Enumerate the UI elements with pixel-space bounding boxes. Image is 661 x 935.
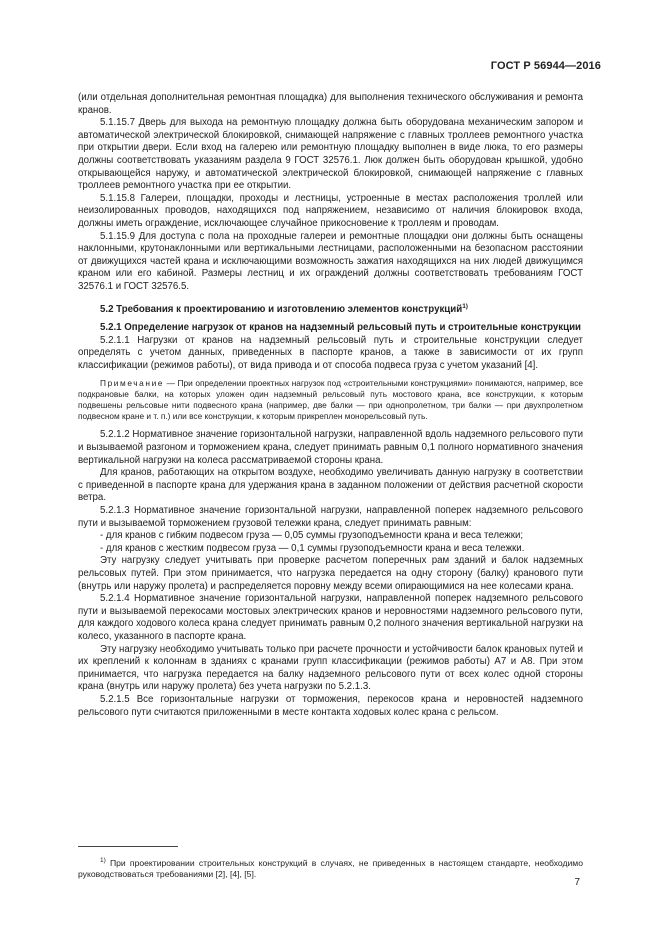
- list-item-flexible-suspension: - для кранов с гибким подвесом груза — 0,05 суммы грузоподъемности крана и веса тележки;: [100, 530, 524, 542]
- paragraph-strength-check: Эту нагрузку необходимо учитывать только при расчете прочности и устойчивости балок крановых путей и их креплений к колоннам в зданиях с кранами групп классификации (режимов работы) А7 и А8. При этом принимается, что нагрузка передается на балку надземного рельсового пути от всех колес одной стороны крана (внутрь или наружу пролета) без учета нагрузки по 5.2.1.3.: [78, 643, 583, 693]
- paragraph-open-air-cranes: Для кранов, работающих на открытом воздухе, необходимо увеличивать данную нагрузку в соответствии с приведенной в паспорте крана для удержания крана в заданном положении от действия расчетной скорости ветра.: [78, 467, 583, 504]
- paragraph-load-distribution: Эту нагрузку следует учитывать при проверке расчетом поперечных рам зданий и балок надземных рельсовых путей. При этом принимается, что нагрузка передается на одну сторону (балку) кранового пути (внутрь или наружу пролета) и распределяется поровну между всеми опирающимися на нее колесами крана.: [78, 555, 583, 592]
- section-heading-5-2-1: 5.2.1 Определение нагрузок от кранов на надземный рельсовый путь и строительные конструкции: [100, 322, 581, 334]
- paragraph-continuation: (или отдельная дополнительная ремонтная площадка) для выполнения технического обслуживания и ремонта кранов.: [78, 92, 583, 116]
- paragraph-5-2-1-1: 5.2.1.1 Нагрузки от кранов на надземный рельсовый путь и строительные конструкции следует определять с учетом данных, приведенных в паспорте кранов, а также в зависимости от их групп классификации (режимов работы), от вида привода и от способа подвеса груза с учетом указаний [4].: [78, 334, 583, 371]
- paragraph-5-2-1-3: 5.2.1.3 Нормативное значение горизонтальной нагрузки, направленной поперек надземного рельсового пути и вызываемой торможением грузовой тележки крана, следует принимать равным:: [78, 505, 583, 529]
- note: [78, 378, 583, 422]
- footnote-divider: [78, 846, 178, 847]
- footnote-text: При проектировании строительных конструкций в случаях, не приведенных в настоящем стандарте, необходимо руководствоваться требованиями [2], [4], [5].: [78, 857, 583, 880]
- section-heading-5-2: [78, 304, 583, 317]
- footnote: [78, 858, 583, 881]
- footnote-marker: 1): [100, 856, 106, 864]
- paragraph-5-2-1-5: 5.2.1.5 Все горизонтальные нагрузки от торможения, перекосов крана и неровностей надземного рельсового пути считаются приложенными в месте контакта ходовых колес крана с рельсом.: [78, 693, 583, 718]
- footnote-reference: 1): [462, 302, 468, 310]
- paragraph-5-2-1-2: 5.2.1.2 Нормативное значение горизонтальной нагрузки, направленной вдоль надземного рельсового пути и вызываемой разгоном и торможением крана, следует принимать равным 0,1 полного нормативного значения вертикальной нагрузки на колеса рассматриваемой стороны крана.: [78, 429, 583, 466]
- note-label: Примечание: [100, 378, 165, 389]
- page-number: 7: [574, 877, 580, 888]
- body-text: [78, 92, 583, 719]
- list-item-rigid-suspension: - для кранов с жестким подвесом груза — 0,1 суммы грузоподъемности крана и веса тележки.: [100, 542, 525, 554]
- document-id-header: ГОСТ Р 56944—2016: [490, 60, 601, 72]
- paragraph-5-1-15-7: 5.1.15.7 Дверь для выхода на ремонтную площадку должна быть оборудована механическим запором и автоматической электрической блокировкой, снимающей напряжение с главных троллеев ремонтного участка при открытии двери. Если вход на галерею или ремонтную площадку выполнен в виде люка, то его размеры должны соответствовать указаниям раздела 9 ГОСТ 32576.1. Люк должен быть оборудован крышкой, удобно открывающейся наружу, и автоматической электрической блокировкой, снимающей напряжение с главных троллеев ремонтного участка при ее открытии.: [78, 117, 583, 192]
- section-heading-5-2-text: 5.2 Требования к проектированию и изготовлению элементов конструкций: [100, 303, 463, 315]
- paragraph-5-2-1-4: 5.2.1.4 Нормативное значение горизонтальной нагрузки, направленной поперек надземного рельсового пути и вызываемой перекосами мостовых электрических кранов и неровностями надземного рельсового пути, для каждого ходового колеса крана следует принимать равным 0,2 полного значения вертикальной нагрузки на колесо, указанного в паспорте крана.: [78, 593, 583, 642]
- note-text: — При определении проектных нагрузок под «строительными конструкциями» понимаются, например, все подкрановые балки, на которых уложен один надземный рельсовый путь мостового крана, все конструкции, к которым подвешены рельсовые нити подвесного крана (например, две балки — при однопролетном, три балки — при двухпролетном подвесном кране и т. п.) или все конструкции, к которым прикреплен монорельсовый путь.: [78, 378, 583, 422]
- paragraph-5-1-15-9: 5.1.15.9 Для доступа с пола на проходные галереи и ремонтные площадки они должны быть оснащены наклонными, крутонаклонными или вертикальными лестницами, расположенными на безопасном расстоянии от движущихся частей крана и исключающими возможность зажатия находящихся на них людей движущимся краном или его кабиной. Размеры лестниц и их ограждений должны соответствовать требованиям ГОСТ 32576.1 и ГОСТ 32576.5.: [78, 230, 583, 292]
- paragraph-5-1-15-8: 5.1.15.8 Галереи, площадки, проходы и лестницы, устроенные в местах расположения троллей или неизолированных проводов, находящихся под напряжением, независимо от наличия блокировок входа, должны иметь ограждение, исключающее случайное прикосновение к троллеям и проводам.: [78, 192, 583, 229]
